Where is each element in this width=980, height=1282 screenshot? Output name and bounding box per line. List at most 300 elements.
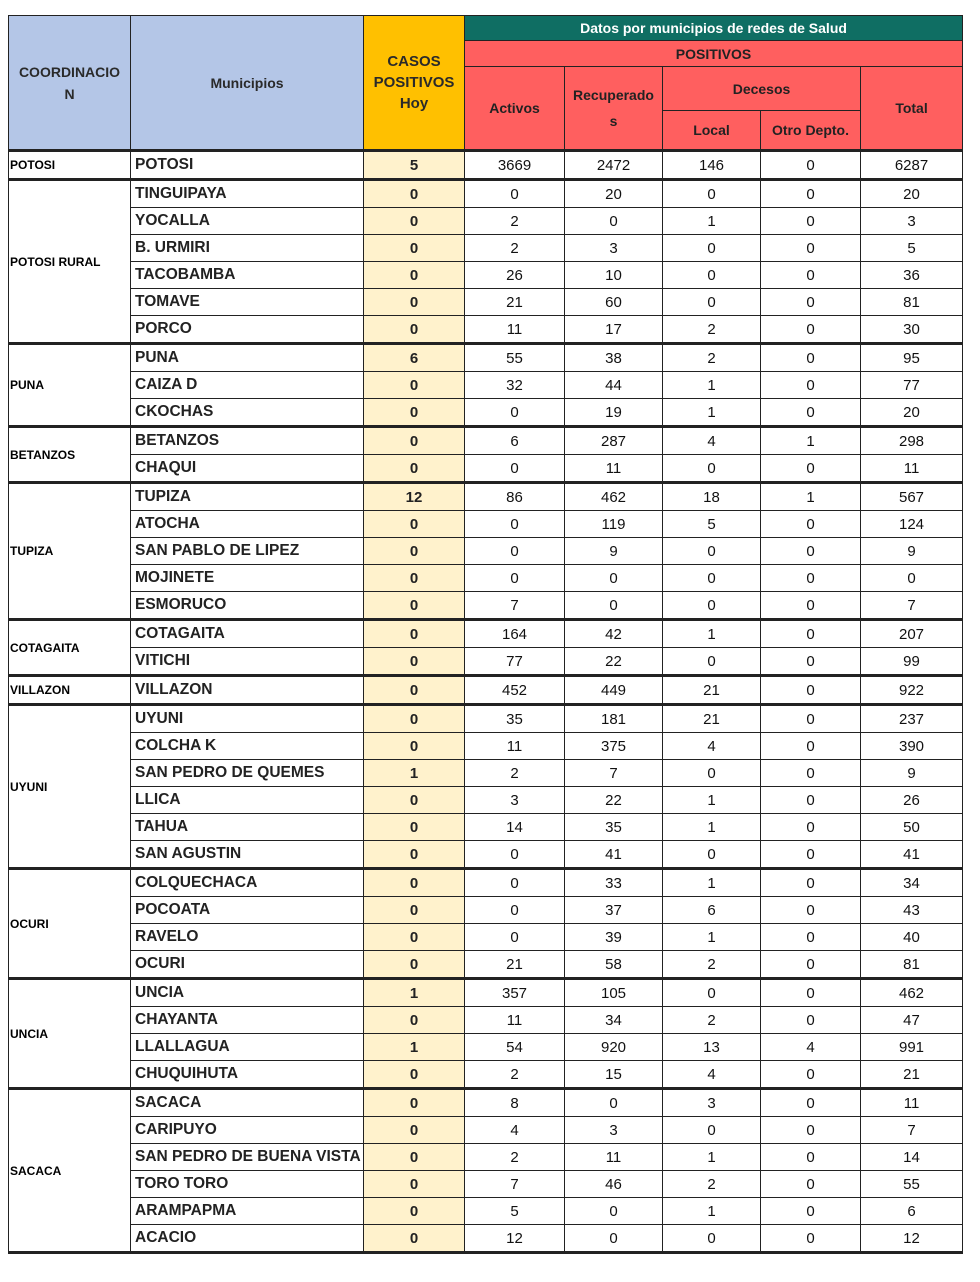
recuperados-cell: 42	[565, 620, 663, 648]
casos-hoy-cell: 0	[364, 648, 465, 676]
activos-cell: 11	[465, 733, 565, 760]
municipio-cell: CHAYANTA	[131, 1007, 364, 1034]
total-cell: 21	[861, 1061, 963, 1089]
activos-cell: 2	[465, 235, 565, 262]
municipio-cell: MOJINETE	[131, 565, 364, 592]
table-body	[9, 151, 963, 1253]
casos-hoy-cell: 12	[364, 483, 465, 511]
casos-hoy-cell: 0	[364, 455, 465, 483]
municipio-cell: VITICHI	[131, 648, 364, 676]
decesos-otro-depto-cell: 0	[761, 1198, 861, 1225]
activos-cell: 0	[465, 511, 565, 538]
municipio-cell: COTAGAITA	[131, 620, 364, 648]
decesos-otro-depto-cell: 0	[761, 841, 861, 869]
decesos-header: Decesos	[663, 67, 861, 111]
total-cell: 47	[861, 1007, 963, 1034]
total-cell: 6	[861, 1198, 963, 1225]
table-row	[9, 814, 963, 841]
activos-cell: 26	[465, 262, 565, 289]
municipio-cell: POTOSI	[131, 151, 364, 180]
table-row	[9, 676, 963, 705]
recuperados-cell: 22	[565, 787, 663, 814]
recuperados-cell: 920	[565, 1034, 663, 1061]
municipio-cell: ATOCHA	[131, 511, 364, 538]
total-cell: 36	[861, 262, 963, 289]
casos-hoy-cell: 0	[364, 733, 465, 760]
total-cell: 9	[861, 538, 963, 565]
table-row	[9, 841, 963, 869]
casos-hoy-cell: 0	[364, 620, 465, 648]
decesos-otro-depto-cell: 0	[761, 1225, 861, 1253]
municipio-cell: SAN PABLO DE LIPEZ	[131, 538, 364, 565]
decesos-local-cell: 2	[663, 316, 761, 344]
municipio-cell: ESMORUCO	[131, 592, 364, 620]
casos-hoy-cell: 0	[364, 1007, 465, 1034]
total-cell: 922	[861, 676, 963, 705]
casos-hoy-cell: 1	[364, 1034, 465, 1061]
casos-hoy-cell: 0	[364, 289, 465, 316]
decesos-otro-depto-cell: 0	[761, 924, 861, 951]
coordinacion-cell: VILLAZON	[9, 676, 131, 705]
recuperados-header	[565, 67, 663, 151]
total-cell: 11	[861, 455, 963, 483]
table-row	[9, 648, 963, 676]
recuperados-cell: 7	[565, 760, 663, 787]
decesos-local-cell: 4	[663, 1061, 761, 1089]
decesos-local-cell: 4	[663, 427, 761, 455]
activos-cell: 11	[465, 316, 565, 344]
casos-hoy-cell: 0	[364, 565, 465, 592]
decesos-otro-depto-cell: 0	[761, 235, 861, 262]
table-row	[9, 565, 963, 592]
activos-cell: 3	[465, 787, 565, 814]
activos-cell: 7	[465, 1171, 565, 1198]
coordinacion-cell: OCURI	[9, 869, 131, 979]
decesos-local-cell: 0	[663, 538, 761, 565]
municipio-cell: UYUNI	[131, 705, 364, 733]
total-cell: 20	[861, 399, 963, 427]
total-cell: 390	[861, 733, 963, 760]
decesos-otro-depto-cell: 0	[761, 620, 861, 648]
decesos-local-cell: 1	[663, 869, 761, 897]
table-row	[9, 1007, 963, 1034]
recuperados-cell: 11	[565, 1144, 663, 1171]
total-cell: 11	[861, 1089, 963, 1117]
recuperados-cell: 0	[565, 208, 663, 235]
recuperados-cell: 10	[565, 262, 663, 289]
activos-cell: 2	[465, 1144, 565, 1171]
decesos-otro-depto-cell: 0	[761, 316, 861, 344]
casos-hoy-cell: 0	[364, 427, 465, 455]
decesos-otro-depto-cell: 0	[761, 455, 861, 483]
table-row	[9, 427, 963, 455]
decesos-local-cell: 0	[663, 235, 761, 262]
activos-cell: 0	[465, 924, 565, 951]
municipio-cell: PUNA	[131, 344, 364, 372]
table-row	[9, 1089, 963, 1117]
recuperados-cell: 44	[565, 372, 663, 399]
municipio-cell: VILLAZON	[131, 676, 364, 705]
table-row	[9, 399, 963, 427]
covid-municipal-table-wrapper	[8, 15, 962, 1254]
casos-hoy-cell: 0	[364, 316, 465, 344]
activos-cell: 357	[465, 979, 565, 1007]
decesos-otro-depto-cell: 0	[761, 262, 861, 289]
municipio-cell: BETANZOS	[131, 427, 364, 455]
decesos-otro-depto-cell: 0	[761, 344, 861, 372]
municipio-cell: RAVELO	[131, 924, 364, 951]
decesos-local-cell: 0	[663, 648, 761, 676]
recuperados-cell: 181	[565, 705, 663, 733]
total-cell: 991	[861, 1034, 963, 1061]
casos-hoy-cell: 0	[364, 399, 465, 427]
recuperados-cell: 0	[565, 565, 663, 592]
table-row	[9, 483, 963, 511]
table-row	[9, 316, 963, 344]
coordinacion-cell: COTAGAITA	[9, 620, 131, 676]
recuperados-cell: 39	[565, 924, 663, 951]
casos-hoy-cell: 0	[364, 1061, 465, 1089]
casos-hoy-cell: 0	[364, 1089, 465, 1117]
decesos-otro-depto-cell: 1	[761, 427, 861, 455]
municipio-cell: CARIPUYO	[131, 1117, 364, 1144]
casos-hoy-cell: 0	[364, 787, 465, 814]
table-row	[9, 511, 963, 538]
municipio-cell: SAN PEDRO DE BUENA VISTA	[131, 1144, 364, 1171]
casos-hoy-cell: 6	[364, 344, 465, 372]
recuperados-cell: 20	[565, 180, 663, 208]
casos-hoy-cell: 1	[364, 760, 465, 787]
recuperados-cell: 0	[565, 592, 663, 620]
table-row	[9, 733, 963, 760]
municipio-cell: YOCALLA	[131, 208, 364, 235]
decesos-otro-depto-cell: 1	[761, 483, 861, 511]
coordinacion-cell: POTOSI RURAL	[9, 180, 131, 344]
decesos-otro-depto-cell: 0	[761, 289, 861, 316]
activos-cell: 21	[465, 951, 565, 979]
recuperados-cell: 35	[565, 814, 663, 841]
decesos-local-cell: 0	[663, 841, 761, 869]
decesos-local-cell: 0	[663, 979, 761, 1007]
casos-hoy-cell: 0	[364, 676, 465, 705]
activos-cell: 77	[465, 648, 565, 676]
total-cell: 81	[861, 951, 963, 979]
total-cell: 30	[861, 316, 963, 344]
decesos-local-cell: 2	[663, 1007, 761, 1034]
coordinacion-cell: PUNA	[9, 344, 131, 427]
table-row	[9, 1144, 963, 1171]
recuperados-cell: 60	[565, 289, 663, 316]
casos-hoy-cell: 0	[364, 208, 465, 235]
total-cell: 81	[861, 289, 963, 316]
municipio-cell: UNCIA	[131, 979, 364, 1007]
decesos-otro-depto-cell: 0	[761, 787, 861, 814]
casos-hoy-cell: 0	[364, 869, 465, 897]
casos-header-line1: CASOS	[387, 53, 441, 70]
recuperados-cell: 19	[565, 399, 663, 427]
total-cell: 124	[861, 511, 963, 538]
decesos-otro-depto-cell: 4	[761, 1034, 861, 1061]
table-row	[9, 151, 963, 180]
activos-cell: 12	[465, 1225, 565, 1253]
municipio-cell: POCOATA	[131, 897, 364, 924]
municipio-cell: LLALLAGUA	[131, 1034, 364, 1061]
activos-cell: 32	[465, 372, 565, 399]
total-cell: 50	[861, 814, 963, 841]
recuperados-cell: 449	[565, 676, 663, 705]
recuperados-cell: 0	[565, 1198, 663, 1225]
decesos-local-cell: 21	[663, 705, 761, 733]
table-row	[9, 592, 963, 620]
municipio-cell: SAN AGUSTIN	[131, 841, 364, 869]
municipio-cell: CAIZA D	[131, 372, 364, 399]
decesos-local-cell: 1	[663, 1198, 761, 1225]
table-row	[9, 1171, 963, 1198]
decesos-otro-depto-cell: 0	[761, 676, 861, 705]
activos-cell: 0	[465, 841, 565, 869]
total-cell: 43	[861, 897, 963, 924]
decesos-local-cell: 0	[663, 262, 761, 289]
total-cell: 237	[861, 705, 963, 733]
decesos-local-cell: 21	[663, 676, 761, 705]
total-cell: 0	[861, 565, 963, 592]
otro-depto-header: Otro Depto.	[761, 111, 861, 151]
table-row	[9, 289, 963, 316]
activos-cell: 7	[465, 592, 565, 620]
total-cell: 7	[861, 1117, 963, 1144]
table-row	[9, 208, 963, 235]
total-cell: 9	[861, 760, 963, 787]
table-row	[9, 262, 963, 289]
decesos-local-cell: 6	[663, 897, 761, 924]
decesos-local-cell: 1	[663, 620, 761, 648]
municipio-cell: TOMAVE	[131, 289, 364, 316]
municipio-cell: TAHUA	[131, 814, 364, 841]
decesos-local-cell: 5	[663, 511, 761, 538]
activos-cell: 86	[465, 483, 565, 511]
total-cell: 462	[861, 979, 963, 1007]
decesos-local-cell: 1	[663, 924, 761, 951]
local-header: Local	[663, 111, 761, 151]
activos-cell: 4	[465, 1117, 565, 1144]
activos-cell: 6	[465, 427, 565, 455]
coordinacion-cell: BETANZOS	[9, 427, 131, 483]
decesos-otro-depto-cell: 0	[761, 511, 861, 538]
decesos-otro-depto-cell: 0	[761, 1144, 861, 1171]
casos-hoy-cell: 0	[364, 841, 465, 869]
municipio-cell: LLICA	[131, 787, 364, 814]
activos-cell: 55	[465, 344, 565, 372]
recuperados-cell: 15	[565, 1061, 663, 1089]
coordinacion-header-label: COORDINACIO N	[18, 63, 121, 102]
casos-hoy-cell: 0	[364, 1117, 465, 1144]
casos-hoy-cell: 0	[364, 511, 465, 538]
casos-hoy-cell: 0	[364, 924, 465, 951]
total-cell: 99	[861, 648, 963, 676]
recuperados-cell: 105	[565, 979, 663, 1007]
casos-positivos-hoy-header	[364, 16, 465, 151]
table-row	[9, 235, 963, 262]
activos-cell: 14	[465, 814, 565, 841]
municipio-cell: CHAQUI	[131, 455, 364, 483]
activos-cell: 0	[465, 869, 565, 897]
recuperados-cell: 22	[565, 648, 663, 676]
decesos-local-cell: 0	[663, 1225, 761, 1253]
decesos-local-cell: 1	[663, 208, 761, 235]
total-cell: 7	[861, 592, 963, 620]
activos-cell: 0	[465, 538, 565, 565]
casos-header-line2: POSITIVOS	[373, 74, 455, 91]
decesos-local-cell: 0	[663, 1117, 761, 1144]
table-row	[9, 372, 963, 399]
municipio-cell: SACACA	[131, 1089, 364, 1117]
total-cell: 14	[861, 1144, 963, 1171]
table-row	[9, 180, 963, 208]
recuperados-cell: 3	[565, 1117, 663, 1144]
decesos-otro-depto-cell: 0	[761, 1007, 861, 1034]
municipio-cell: COLCHA K	[131, 733, 364, 760]
table-row	[9, 1225, 963, 1253]
decesos-local-cell: 1	[663, 372, 761, 399]
table-row	[9, 951, 963, 979]
activos-cell: 2	[465, 1061, 565, 1089]
total-cell: 298	[861, 427, 963, 455]
recuperados-cell: 0	[565, 1225, 663, 1253]
municipio-cell: ACACIO	[131, 1225, 364, 1253]
total-cell: 207	[861, 620, 963, 648]
decesos-otro-depto-cell: 0	[761, 951, 861, 979]
decesos-local-cell: 1	[663, 814, 761, 841]
decesos-local-cell: 146	[663, 151, 761, 180]
casos-hoy-cell: 0	[364, 951, 465, 979]
table-row	[9, 869, 963, 897]
decesos-local-cell: 0	[663, 760, 761, 787]
decesos-otro-depto-cell: 0	[761, 897, 861, 924]
municipio-cell: COLQUECHACA	[131, 869, 364, 897]
casos-hoy-cell: 0	[364, 897, 465, 924]
datos-redes-header: Datos por municipios de redes de Salud	[465, 16, 963, 41]
casos-hoy-cell: 0	[364, 1198, 465, 1225]
activos-cell: 164	[465, 620, 565, 648]
recuperados-cell: 3	[565, 235, 663, 262]
decesos-otro-depto-cell: 0	[761, 372, 861, 399]
decesos-otro-depto-cell: 0	[761, 648, 861, 676]
recuperados-cell: 58	[565, 951, 663, 979]
activos-cell: 11	[465, 1007, 565, 1034]
casos-hoy-cell: 0	[364, 1144, 465, 1171]
recuperados-cell: 0	[565, 1089, 663, 1117]
casos-hoy-cell: 0	[364, 235, 465, 262]
recuperados-cell: 462	[565, 483, 663, 511]
table-row	[9, 538, 963, 565]
table-row	[9, 344, 963, 372]
decesos-otro-depto-cell: 0	[761, 979, 861, 1007]
decesos-local-cell: 0	[663, 180, 761, 208]
activos-cell: 452	[465, 676, 565, 705]
recuperados-cell: 46	[565, 1171, 663, 1198]
total-cell: 77	[861, 372, 963, 399]
recuperados-cell: 37	[565, 897, 663, 924]
decesos-local-cell: 0	[663, 455, 761, 483]
recuperados-cell: 9	[565, 538, 663, 565]
decesos-otro-depto-cell: 0	[761, 1171, 861, 1198]
table-row	[9, 1117, 963, 1144]
decesos-otro-depto-cell: 0	[761, 1089, 861, 1117]
municipio-cell: TORO TORO	[131, 1171, 364, 1198]
recuperados-cell: 287	[565, 427, 663, 455]
decesos-otro-depto-cell: 0	[761, 869, 861, 897]
coordinacion-cell: TUPIZA	[9, 483, 131, 620]
recuperados-cell: 34	[565, 1007, 663, 1034]
casos-header-line3: Hoy	[399, 95, 429, 112]
total-cell: 6287	[861, 151, 963, 180]
activos-cell: 54	[465, 1034, 565, 1061]
table-row	[9, 897, 963, 924]
total-header: Total	[861, 67, 963, 151]
decesos-otro-depto-cell: 0	[761, 705, 861, 733]
decesos-otro-depto-cell: 0	[761, 565, 861, 592]
total-cell: 95	[861, 344, 963, 372]
decesos-local-cell: 1	[663, 787, 761, 814]
decesos-otro-depto-cell: 0	[761, 151, 861, 180]
activos-cell: 0	[465, 897, 565, 924]
casos-hoy-cell: 0	[364, 372, 465, 399]
casos-hoy-cell: 5	[364, 151, 465, 180]
municipio-cell: TACOBAMBA	[131, 262, 364, 289]
decesos-local-cell: 2	[663, 344, 761, 372]
total-cell: 34	[861, 869, 963, 897]
recuperados-cell: 119	[565, 511, 663, 538]
casos-hoy-cell: 0	[364, 538, 465, 565]
decesos-local-cell: 0	[663, 592, 761, 620]
coordinacion-cell: SACACA	[9, 1089, 131, 1253]
decesos-otro-depto-cell: 0	[761, 814, 861, 841]
activos-cell: 21	[465, 289, 565, 316]
table-row	[9, 787, 963, 814]
total-cell: 567	[861, 483, 963, 511]
total-cell: 26	[861, 787, 963, 814]
coordinacion-cell: POTOSI	[9, 151, 131, 180]
table-row	[9, 620, 963, 648]
decesos-local-cell: 18	[663, 483, 761, 511]
decesos-otro-depto-cell: 0	[761, 1061, 861, 1089]
table-row	[9, 705, 963, 733]
activos-cell: 3669	[465, 151, 565, 180]
total-cell: 40	[861, 924, 963, 951]
total-cell: 55	[861, 1171, 963, 1198]
table-row	[9, 455, 963, 483]
recuperados-header-label: Recuperado s	[573, 87, 654, 129]
decesos-local-cell: 4	[663, 733, 761, 760]
activos-header: Activos	[465, 67, 565, 151]
casos-hoy-cell: 0	[364, 1225, 465, 1253]
total-cell: 20	[861, 180, 963, 208]
decesos-local-cell: 0	[663, 565, 761, 592]
coordinacion-cell: UYUNI	[9, 705, 131, 869]
recuperados-cell: 17	[565, 316, 663, 344]
municipio-cell: PORCO	[131, 316, 364, 344]
municipio-cell: SAN PEDRO DE QUEMES	[131, 760, 364, 787]
decesos-local-cell: 2	[663, 1171, 761, 1198]
activos-cell: 35	[465, 705, 565, 733]
table-row	[9, 760, 963, 787]
coordinacion-cell: UNCIA	[9, 979, 131, 1089]
decesos-local-cell: 3	[663, 1089, 761, 1117]
decesos-otro-depto-cell: 0	[761, 760, 861, 787]
municipio-cell: OCURI	[131, 951, 364, 979]
decesos-local-cell: 13	[663, 1034, 761, 1061]
table-row	[9, 924, 963, 951]
